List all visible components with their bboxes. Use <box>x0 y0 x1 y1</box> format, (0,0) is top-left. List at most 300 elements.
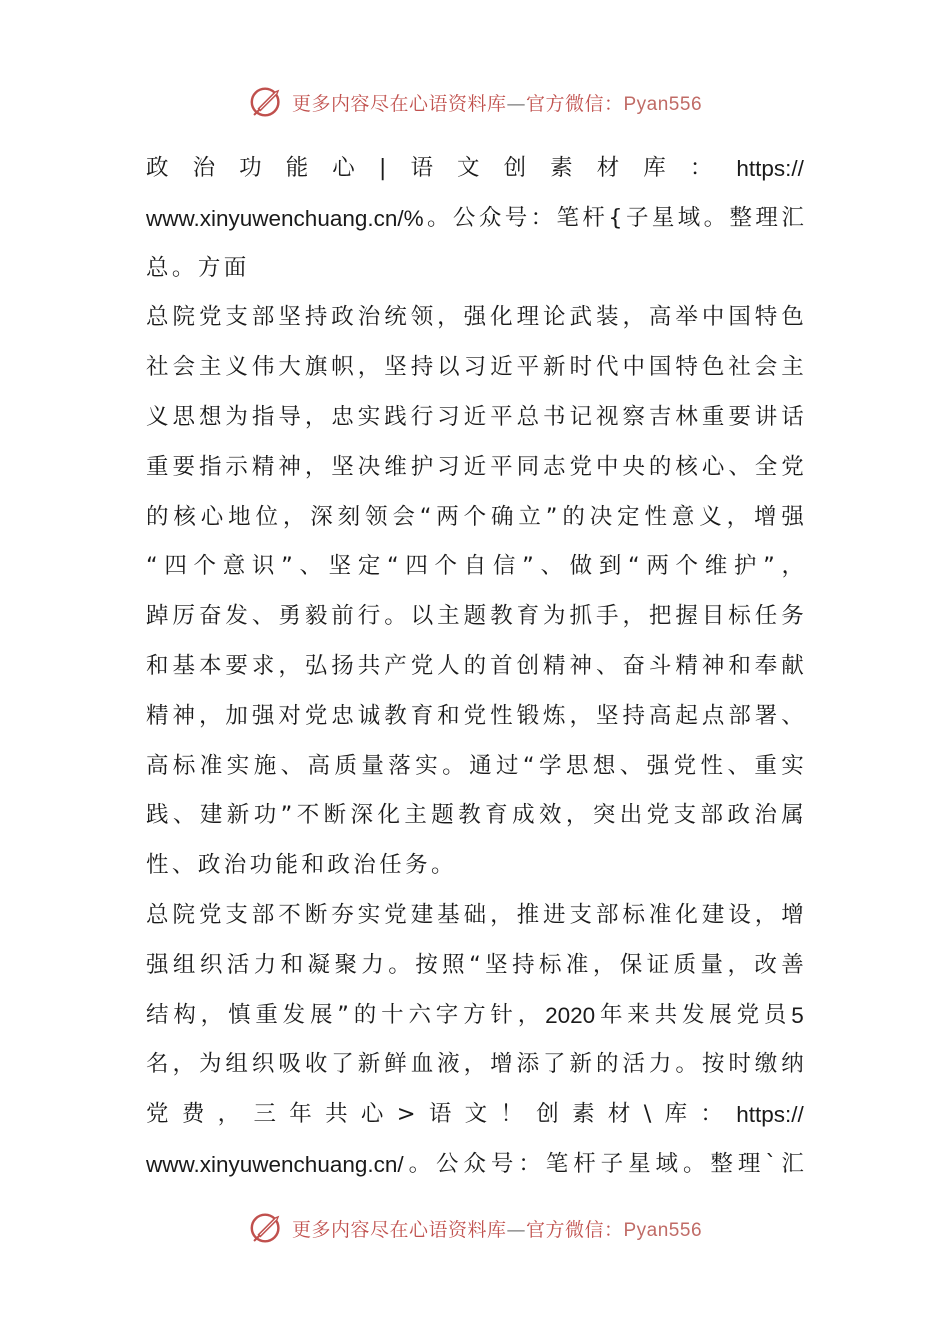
text-run: 进 <box>543 901 566 928</box>
text-run: 文 <box>457 155 480 181</box>
text-run: 重 <box>701 403 725 430</box>
text-run: 和 <box>728 652 751 679</box>
text-run: 准 <box>565 951 589 978</box>
text-run: 域 <box>655 1150 679 1177</box>
text-run: 织 <box>251 1051 275 1078</box>
text-run: 力 <box>648 1051 672 1078</box>
text-run: 收 <box>304 1051 328 1078</box>
text-run: 活 <box>622 1051 645 1078</box>
text-run: 支 <box>569 901 593 928</box>
text-run: 标 <box>538 951 562 978</box>
text-run: 、 <box>280 752 304 779</box>
paragraph <box>146 891 804 1190</box>
text-run: ， <box>565 802 589 829</box>
text-run: 决 <box>589 503 613 530</box>
text-run: 共 <box>654 1001 678 1028</box>
text-run: 改 <box>754 951 777 978</box>
text-run: 总 <box>516 403 540 430</box>
text-run: 证 <box>646 951 670 978</box>
text-run: 精 <box>543 652 566 679</box>
text-run: 和 <box>280 951 304 978</box>
text-run: 奋 <box>622 652 645 679</box>
quill-logo-icon <box>248 1209 286 1247</box>
text-run: ， <box>278 652 301 679</box>
text-run: 社 <box>728 354 751 381</box>
text-run: 持 <box>304 304 328 331</box>
text-run: 通 <box>469 752 492 779</box>
text-run: 伟 <box>251 354 275 381</box>
text-run: 会 <box>392 503 415 530</box>
text-run: 、 <box>172 802 196 829</box>
text-run: 、 <box>171 852 198 879</box>
text-run: 字 <box>435 1001 459 1028</box>
text-run: ， <box>517 1001 541 1028</box>
text-run: 领 <box>410 304 434 331</box>
text-run: 手 <box>595 603 619 630</box>
text-run: ， <box>622 304 645 331</box>
text-run: 视 <box>595 403 619 430</box>
text-run: 总 <box>146 901 169 928</box>
text-run: 子 <box>625 204 649 231</box>
text-run: 思 <box>172 403 195 430</box>
text-run: 重 <box>255 1001 278 1028</box>
text-run: 性 <box>490 702 513 729</box>
text-run: 近 <box>490 354 513 381</box>
text-run: 纳 <box>781 1051 804 1078</box>
text-run: 组 <box>172 951 196 978</box>
text-run: 新 <box>226 802 250 829</box>
text-run: 以 <box>410 603 434 630</box>
text-run: 炼 <box>543 702 566 729</box>
text-run: “ <box>387 553 399 580</box>
text-run: 厉 <box>172 603 195 630</box>
text-line <box>146 393 804 443</box>
text-run: 强 <box>463 304 487 331</box>
text-run: > <box>396 1101 416 1128</box>
text-run: 精 <box>675 652 698 679</box>
text-run: 护 <box>733 553 757 580</box>
text-run: 维 <box>704 553 728 580</box>
text-run: 坚 <box>331 453 354 480</box>
text-run: 党 <box>198 304 222 331</box>
text-run: 杆 <box>582 204 605 231</box>
text-run: 为 <box>198 1051 222 1078</box>
text-run: 素 <box>572 1101 595 1128</box>
text-run: 部 <box>251 304 275 331</box>
text-run: 首 <box>490 652 513 679</box>
text-run: 高 <box>648 702 672 729</box>
text-run: 号 <box>504 204 528 231</box>
text-run: ！ <box>500 1101 523 1128</box>
text-run: 政 <box>331 304 354 331</box>
text-run: 维 <box>384 453 407 480</box>
text-run: 出 <box>619 802 643 829</box>
text-run: 时 <box>728 1051 751 1078</box>
text-run: 建 <box>701 901 725 928</box>
text-run: 功 <box>239 155 262 181</box>
text-line <box>146 692 804 742</box>
text-run: 心 <box>332 155 355 181</box>
text-run: 育 <box>516 603 540 630</box>
text-run: 起 <box>675 702 698 729</box>
text-run: 不 <box>278 901 301 928</box>
text-run: 。 <box>703 204 727 231</box>
text-run: 心 <box>200 503 224 530</box>
text-run: 展 <box>709 1001 732 1028</box>
text-run: 、 <box>619 752 643 779</box>
text-run: 坚 <box>328 553 352 580</box>
text-run: 为 <box>543 603 566 630</box>
text-run: 点 <box>701 702 725 729</box>
text-run: 性 <box>146 852 172 879</box>
text-run: 党 <box>736 1001 760 1028</box>
text-run: 功 <box>253 802 277 829</box>
text-run: 施 <box>253 752 277 779</box>
text-run: 不 <box>296 802 320 829</box>
text-line <box>146 642 804 692</box>
text-run: 党 <box>569 453 593 480</box>
text-run: 照 <box>442 951 465 978</box>
text-run: 结 <box>146 1001 169 1028</box>
text-run: 、 <box>299 553 322 580</box>
text-run: 育 <box>410 702 434 729</box>
text-run: 了 <box>543 1051 566 1078</box>
text-run: 2020 <box>545 1002 596 1028</box>
text-run: 整 <box>729 204 753 231</box>
text-run: 成 <box>512 802 535 829</box>
text-run: 话 <box>781 403 804 430</box>
text-run: 献 <box>781 652 804 679</box>
text-run: ， <box>463 1051 487 1078</box>
text-run: 了 <box>331 1051 354 1078</box>
text-run: 行 <box>410 403 434 430</box>
text-run: 性 <box>700 752 724 779</box>
text-run: 个 <box>463 503 487 530</box>
text-line <box>146 1090 804 1140</box>
text-line <box>146 244 804 294</box>
text-run: 思 <box>565 752 589 779</box>
text-run: 平 <box>490 453 513 480</box>
text-run: { <box>608 204 623 231</box>
text-run: 的 <box>595 1051 619 1078</box>
text-run: 准 <box>199 752 223 779</box>
text-run: 讲 <box>754 403 778 430</box>
text-run: 标 <box>622 901 645 928</box>
text-run: 语 <box>410 155 433 181</box>
text-run: 的 <box>562 503 585 530</box>
text-run: “ <box>469 951 481 978</box>
text-run: 面 <box>223 254 250 281</box>
text-run: ： <box>689 155 713 181</box>
text-run: 党 <box>198 901 222 928</box>
text-run: 创 <box>503 155 527 181</box>
text-run: ， <box>282 503 306 530</box>
text-run: 。 <box>427 204 450 231</box>
text-run: 诚 <box>357 702 381 729</box>
text-run: 核 <box>675 453 698 480</box>
text-run: 会 <box>172 354 195 381</box>
text-run: 按 <box>701 1051 725 1078</box>
watermark-banner-top <box>0 82 950 122</box>
text-run: 斗 <box>648 652 672 679</box>
text-run: 治 <box>223 852 250 879</box>
text-run: 两 <box>436 503 459 530</box>
text-run: 。 <box>388 951 411 978</box>
text-run: 想 <box>592 752 616 779</box>
text-run: 意 <box>222 553 246 580</box>
text-run: 、 <box>781 702 804 729</box>
text-run: 国 <box>728 304 751 331</box>
text-run: 增 <box>781 901 804 928</box>
text-run: www.xinyuwenchuang.cn/ <box>146 1151 404 1177</box>
text-run: 十 <box>381 1001 404 1028</box>
text-run: 治 <box>357 304 381 331</box>
text-run: 要 <box>172 453 195 480</box>
text-run: 笔 <box>545 1150 569 1177</box>
text-run: 展 <box>309 1001 333 1028</box>
text-run: 勇 <box>278 603 301 630</box>
text-run: 年 <box>599 1001 623 1028</box>
text-run: 活 <box>226 951 250 978</box>
text-run: 号 <box>490 1150 514 1177</box>
text-run: 支 <box>673 802 697 829</box>
text-run: 共 <box>325 1101 348 1128</box>
text-run: 材 <box>596 155 620 181</box>
text-run: 毅 <box>304 603 328 630</box>
text-run: 践 <box>146 802 169 829</box>
text-run: 个 <box>193 553 217 580</box>
text-run: 锻 <box>516 702 540 729</box>
text-run: 发 <box>681 1001 705 1028</box>
text-run: 育 <box>485 802 508 829</box>
text-run: 求 <box>251 652 275 679</box>
text-line <box>146 742 804 792</box>
text-run: 添 <box>516 1051 540 1078</box>
text-run: 导 <box>278 403 301 430</box>
text-run: 整 <box>710 1150 733 1177</box>
text-run: 缴 <box>754 1051 778 1078</box>
text-run: ” <box>280 802 293 829</box>
text-run: ， <box>437 304 460 331</box>
document-body <box>146 144 804 1190</box>
text-run: 党 <box>384 901 407 928</box>
text-run: ， <box>198 702 222 729</box>
text-run: 习 <box>437 453 460 480</box>
text-run: 落 <box>388 752 411 779</box>
text-run: 定 <box>357 553 381 580</box>
text-run: 能 <box>285 155 309 181</box>
text-run: 忠 <box>331 702 354 729</box>
text-run: 特 <box>675 354 698 381</box>
text-run: 治 <box>754 802 777 829</box>
text-run: 年 <box>289 1101 312 1128</box>
text-run: ， <box>592 951 616 978</box>
text-run: 持 <box>410 354 434 381</box>
text-run: ， <box>726 503 750 530</box>
text-run: 平 <box>490 403 513 430</box>
text-run: “ <box>522 752 535 779</box>
text-run: 署 <box>754 702 778 729</box>
text-run: 笔 <box>556 204 579 231</box>
text-line <box>146 891 804 941</box>
text-run: 素 <box>550 155 573 181</box>
text-run: 高 <box>146 752 169 779</box>
text-run: 高 <box>307 752 331 779</box>
text-run: 地 <box>228 503 251 530</box>
text-run: 时 <box>569 354 593 381</box>
text-run: 主 <box>437 603 460 630</box>
text-run: 深 <box>310 503 333 530</box>
text-run: 心 <box>701 453 725 480</box>
text-run: ： <box>518 1150 541 1177</box>
text-run: 公 <box>452 204 476 231</box>
text-run: 同 <box>516 453 540 480</box>
text-run: 的 <box>353 1001 377 1028</box>
text-run: 文 <box>464 1101 488 1128</box>
text-run: 慎 <box>227 1001 251 1028</box>
text-run: ` <box>765 1150 777 1177</box>
text-line <box>146 493 804 543</box>
text-run: 武 <box>569 304 593 331</box>
text-run: 神 <box>278 453 301 480</box>
text-run: 断 <box>323 802 347 829</box>
text-run: 化 <box>377 802 400 829</box>
text-run: 党 <box>781 453 804 480</box>
text-run: 意 <box>671 503 695 530</box>
text-run: 总 <box>146 254 172 281</box>
text-line <box>146 443 804 493</box>
paragraph <box>146 144 804 293</box>
text-run: 统 <box>384 304 407 331</box>
text-run: 新 <box>569 1051 593 1078</box>
text-run: 教 <box>490 603 513 630</box>
text-run: ， <box>200 1001 224 1028</box>
paragraph <box>146 293 804 891</box>
text-run: 义 <box>699 503 722 530</box>
text-run: ” <box>545 503 558 530</box>
text-run: 方 <box>197 254 224 281</box>
text-run: 能 <box>275 852 302 879</box>
text-run: 效 <box>538 802 562 829</box>
text-line <box>146 1040 804 1090</box>
text-run: 志 <box>543 453 566 480</box>
text-run: 理 <box>737 1150 761 1177</box>
text-run: 。 <box>675 1051 698 1078</box>
text-run: 推 <box>516 901 540 928</box>
text-run: ” <box>281 553 293 580</box>
text-run: ， <box>217 1101 241 1128</box>
text-run: 央 <box>622 453 645 480</box>
text-run: 旗 <box>304 354 328 381</box>
watermark-banner-bottom <box>0 1208 950 1248</box>
text-run: 主 <box>781 354 804 381</box>
text-run: 党 <box>146 1101 169 1128</box>
text-run: ， <box>781 553 804 580</box>
text-run: ， <box>304 453 328 480</box>
text-run: 做 <box>569 553 593 580</box>
text-run: 部 <box>251 901 275 928</box>
text-run: 举 <box>675 304 698 331</box>
text-run: 任 <box>754 603 778 630</box>
text-run: “ <box>628 553 640 580</box>
text-run: 属 <box>781 802 804 829</box>
text-run: 化 <box>675 901 698 928</box>
text-line <box>146 194 804 244</box>
text-run: 保 <box>619 951 643 978</box>
text-run: 汇 <box>781 1150 804 1177</box>
text-run: 的 <box>648 453 672 480</box>
text-run: 强 <box>146 951 169 978</box>
text-run: 支 <box>225 304 248 331</box>
text-run: 强 <box>781 503 804 530</box>
text-run: ” <box>337 1001 349 1028</box>
text-run: 化 <box>490 304 513 331</box>
text-run: 、 <box>728 453 751 480</box>
text-run: 。 <box>384 603 407 630</box>
text-run: 建 <box>199 802 223 829</box>
text-run: 义 <box>225 354 248 381</box>
text-run: 示 <box>225 453 248 480</box>
text-line <box>146 144 804 194</box>
text-run: 织 <box>199 951 223 978</box>
text-run: 中 <box>595 453 619 480</box>
text-run: 大 <box>278 354 301 381</box>
text-run: 强 <box>646 752 670 779</box>
text-run: 和 <box>437 702 460 729</box>
text-run: 教 <box>458 802 481 829</box>
text-run: 把 <box>648 603 672 630</box>
text-run: 善 <box>781 951 804 978</box>
text-run: 高 <box>648 304 672 331</box>
text-run: 要 <box>728 403 751 430</box>
text-run: 握 <box>675 603 698 630</box>
text-run: 组 <box>225 1051 248 1078</box>
text-run: 加 <box>225 702 248 729</box>
text-run: 础 <box>463 901 487 928</box>
text-run: 理 <box>516 304 540 331</box>
text-line <box>146 592 804 642</box>
text-run: 重 <box>754 752 777 779</box>
text-run: 扬 <box>331 652 354 679</box>
text-run: ： <box>530 204 554 231</box>
text-run: www.xinyuwenchuang.cn/% <box>146 205 424 231</box>
text-run: 全 <box>754 453 778 480</box>
text-run: 坚 <box>384 354 407 381</box>
text-run: 抓 <box>569 603 593 630</box>
text-run: 对 <box>278 702 301 729</box>
text-run: 。 <box>442 752 465 779</box>
text-run: 政 <box>727 802 750 829</box>
text-run: 识 <box>251 553 275 580</box>
text-run: 确 <box>491 503 514 530</box>
text-run: 色 <box>781 304 804 331</box>
text-run: 习 <box>463 354 487 381</box>
text-run: 方 <box>463 1001 486 1028</box>
text-line <box>146 791 804 841</box>
text-run: 个 <box>434 553 458 580</box>
text-run: 吸 <box>278 1051 301 1078</box>
text-run: 精 <box>146 702 169 729</box>
text-run: 三 <box>253 1101 276 1128</box>
text-run: ， <box>490 901 513 928</box>
text-run: 按 <box>415 951 438 978</box>
text-run: 血 <box>410 1051 434 1078</box>
text-run: 建 <box>410 901 434 928</box>
text-run: “ <box>146 553 158 580</box>
text-run: 要 <box>225 652 248 679</box>
text-run: 性 <box>644 503 667 530</box>
text-run: 部 <box>595 901 619 928</box>
